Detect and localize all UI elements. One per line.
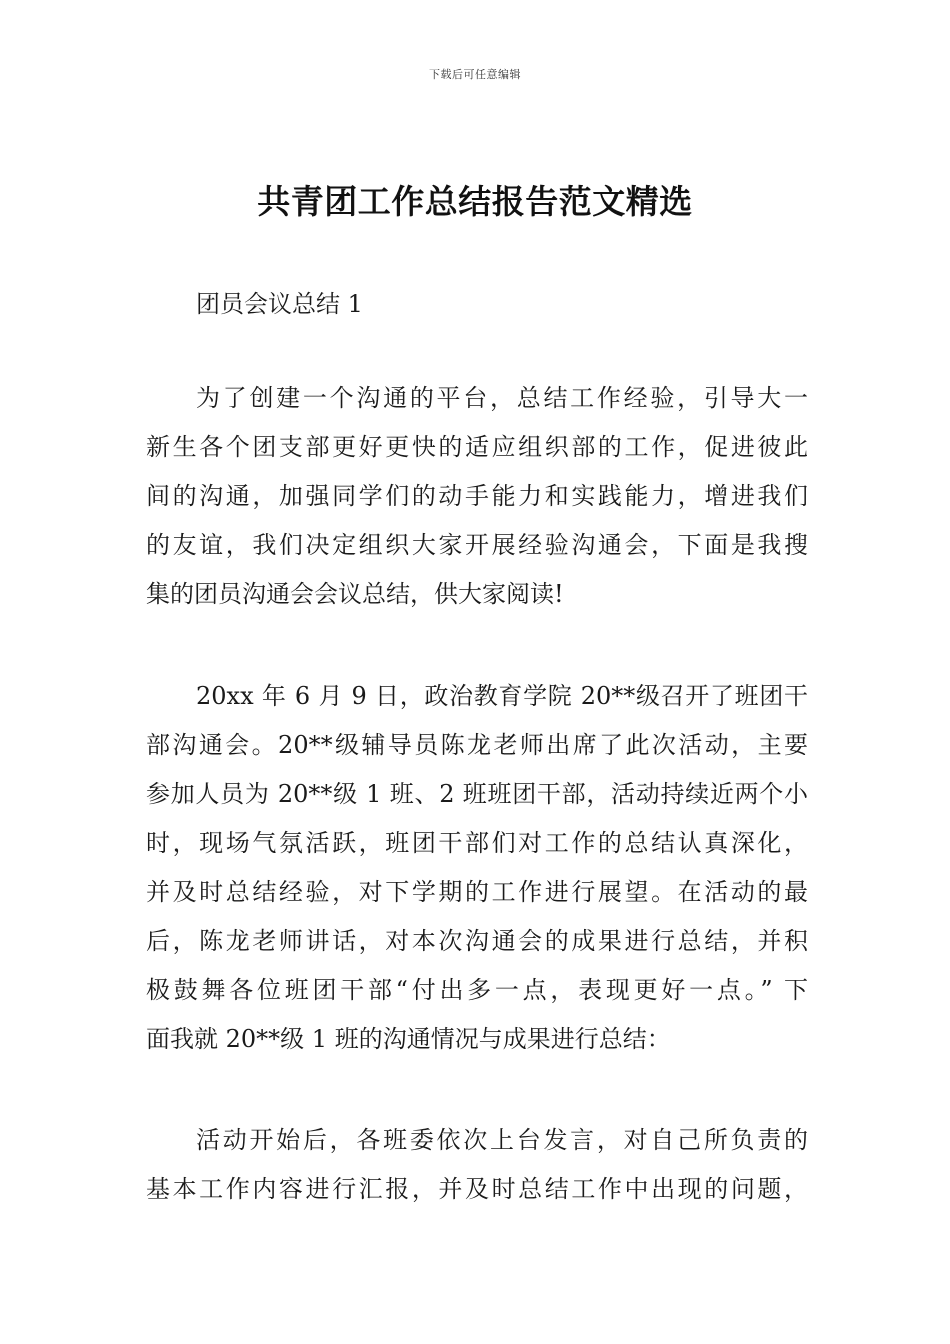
text-line: 活动开始后，各班委依次上台发言，对自己所负责的 xyxy=(196,1126,808,1154)
text-line: 基本工作内容进行汇报，并及时总结工作中出现的问题， xyxy=(146,1175,808,1203)
text-line: 20xx 年 6 月 9 日，政治教育学院 20**级召开了班团干 xyxy=(196,682,808,710)
text-line: 为了创建一个沟通的平台，总结工作经验，引导大一 xyxy=(196,384,808,412)
text-line: 后，陈龙老师讲话，对本次沟通会的成果进行总结，并积 xyxy=(146,927,808,955)
section-heading: 团员会议总结 1 xyxy=(196,290,363,318)
text-line: 面我就 20**级 1 班的沟通情况与成果进行总结： xyxy=(146,1025,671,1053)
text-line: 新生各个团支部更好更快的适应组织部的工作，促进彼此 xyxy=(146,433,808,461)
header-note: 下载后可任意编辑 xyxy=(429,68,521,81)
text-line: 部沟通会。20**级辅导员陈龙老师出席了此次活动，主要 xyxy=(146,731,808,759)
paragraph-activity xyxy=(146,1116,808,1214)
text-line: 极鼓舞各位班团干部“付出多一点，表现更好一点。” 下 xyxy=(146,976,808,1004)
text-line: 的友谊，我们决定组织大家开展经验沟通会，下面是我搜 xyxy=(146,531,808,559)
paragraph-intro xyxy=(146,374,808,619)
text-line: 并及时总结经验，对下学期的工作进行展望。在活动的最 xyxy=(146,878,808,906)
text-line: 参加人员为 20**级 1 班、2 班班团干部，活动持续近两个小 xyxy=(146,780,808,808)
text-line: 间的沟通，加强同学们的动手能力和实践能力，增进我们 xyxy=(146,482,808,510)
paragraph-meeting xyxy=(146,672,808,1064)
document-title: 共青团工作总结报告范文精选 xyxy=(257,182,693,221)
text-line: 集的团员沟通会会议总结，供大家阅读! xyxy=(146,580,564,608)
text-line: 时，现场气氛活跃，班团干部们对工作的总结认真深化， xyxy=(146,829,808,857)
